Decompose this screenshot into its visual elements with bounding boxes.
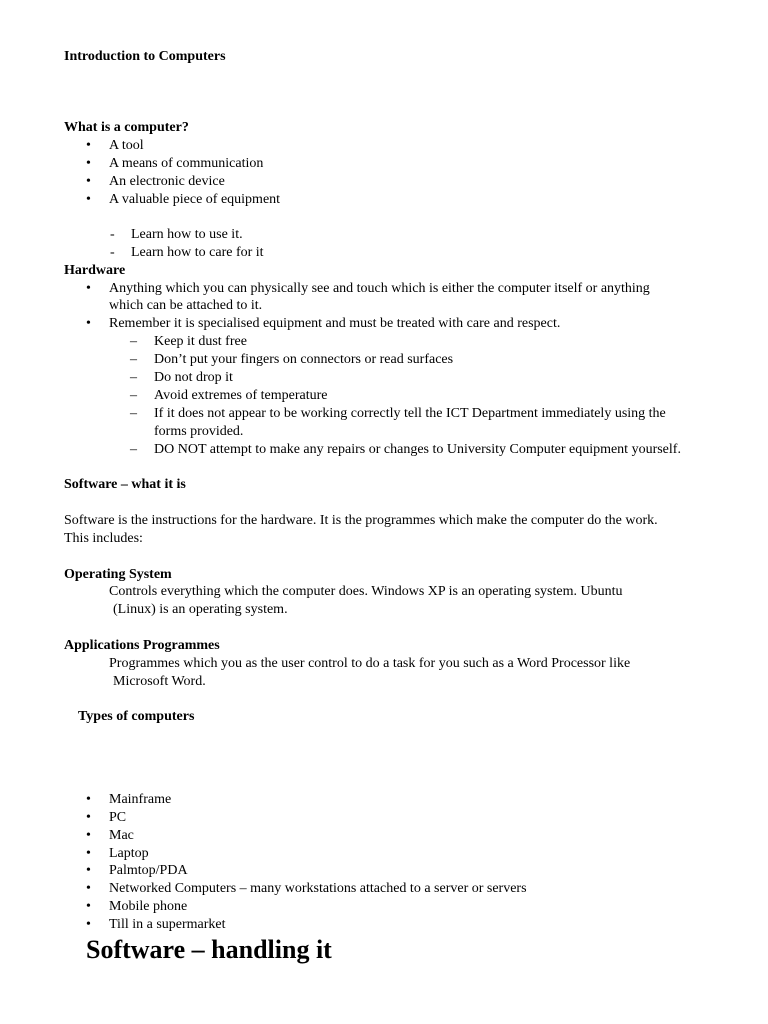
dash-icon: – — [130, 442, 137, 457]
types-heading: Types of computers — [78, 709, 195, 724]
list-item: Keep it dust free — [154, 334, 247, 349]
bullet-icon: • — [86, 828, 91, 843]
hardware-heading: Hardware — [64, 263, 126, 278]
list-item: DO NOT attempt to make any repairs or changes to University Computer equipment yourself. — [154, 442, 681, 457]
apps-text-line: Microsoft Word. — [113, 674, 206, 689]
list-item: Mobile phone — [109, 899, 188, 914]
list-item: Till in a supermarket — [109, 917, 226, 932]
bullet-icon: • — [86, 156, 91, 171]
list-item: A tool — [109, 138, 144, 153]
list-item-continuation: which can be attached to it. — [109, 298, 263, 313]
bullet-icon: • — [86, 863, 91, 878]
page-title: Introduction to Computers — [64, 49, 226, 64]
dash-icon: – — [130, 406, 137, 421]
list-item: Networked Computers – many workstations attached to a server or servers — [109, 881, 527, 896]
software-paragraph-line: This includes: — [64, 531, 143, 546]
list-item: Mainframe — [109, 792, 172, 807]
list-item: Don’t put your fingers on connectors or read surfaces — [154, 352, 454, 367]
list-item: Learn how to care for it — [131, 245, 264, 260]
bullet-icon: • — [86, 846, 91, 861]
list-item: An electronic device — [109, 174, 225, 189]
apps-text-line: Programmes which you as the user control to do a task for you such as a Word Processor like — [109, 656, 631, 671]
dash-icon: - — [110, 245, 115, 260]
bullet-icon: • — [86, 792, 91, 807]
list-item: Avoid extremes of temperature — [154, 388, 328, 403]
bullet-icon: • — [86, 810, 91, 825]
list-item: Learn how to use it. — [131, 227, 243, 242]
dash-icon: – — [130, 388, 137, 403]
list-item: Do not drop it — [154, 370, 233, 385]
apps-heading: Applications Programmes — [64, 638, 220, 653]
software-heading: Software – what it is — [64, 477, 186, 492]
bullet-icon: • — [86, 192, 91, 207]
dash-icon: - — [110, 227, 115, 242]
bullet-icon: • — [86, 316, 91, 331]
bullet-icon: • — [86, 917, 91, 932]
bullet-icon: • — [86, 881, 91, 896]
list-item: Remember it is specialised equipment and must be treated with care and respect. — [109, 316, 561, 331]
bullet-icon: • — [86, 899, 91, 914]
os-text-line: (Linux) is an operating system. — [113, 602, 288, 617]
what-is-heading: What is a computer? — [64, 120, 189, 135]
bullet-icon: • — [86, 138, 91, 153]
dash-icon: – — [130, 352, 137, 367]
dash-icon: – — [130, 334, 137, 349]
software-paragraph-line: Software is the instructions for the hardware. It is the programmes which make the computer do the work. — [64, 513, 658, 528]
dash-icon: – — [130, 370, 137, 385]
list-item: A means of communication — [109, 156, 264, 171]
bullet-icon: • — [86, 281, 91, 296]
os-text-line: Controls everything which the computer does. Windows XP is an operating system. Ubuntu — [109, 584, 623, 599]
handling-heading: Software – handling it — [86, 935, 332, 964]
list-item: A valuable piece of equipment — [109, 192, 281, 207]
list-item: Palmtop/PDA — [109, 863, 188, 878]
list-item: Anything which you can physically see and touch which is either the computer itself or anything — [109, 281, 650, 296]
list-item-continuation: forms provided. — [154, 424, 244, 439]
bullet-icon: • — [86, 174, 91, 189]
list-item: PC — [109, 810, 127, 825]
list-item: If it does not appear to be working correctly tell the ICT Department immediately using the — [154, 406, 666, 421]
list-item: Laptop — [109, 846, 149, 861]
os-heading: Operating System — [64, 567, 172, 582]
list-item: Mac — [109, 828, 134, 843]
